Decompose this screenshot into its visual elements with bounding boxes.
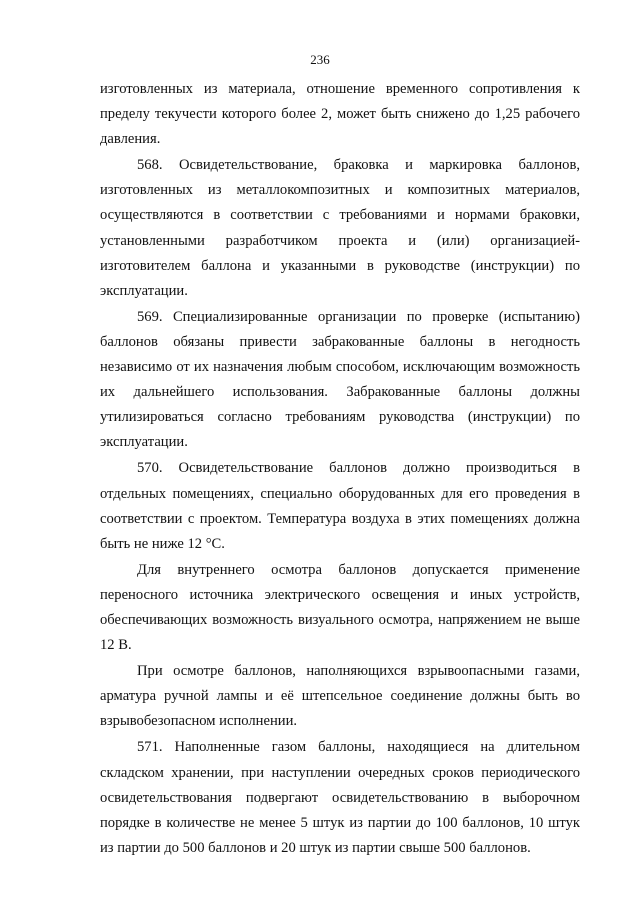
paragraph-570-explosive: При осмотре баллонов, наполняющихся взрывоопасными газами, арматура ручной лампы и её штепсельное соединение должны быть во взрывобезопасном исполнении. <box>100 663 580 730</box>
document-body <box>100 77 580 861</box>
page-number: 236 <box>310 52 330 67</box>
paragraph-570: 570. Освидетельствование баллонов должно производиться в отдельных помещениях, специально оборудованных для его проведения в соответствии с проектом. Температура воздуха в этих помещениях должна быть не ниже 12 °С. <box>100 460 580 552</box>
paragraph-571: 571. Наполненные газом баллоны, находящиеся на длительном складском хранении, при наступлении очередных сроков периодического освидетельствования подвергают освидетельствованию в выборочном порядке в количестве не менее 5 штук из партии до 100 баллонов, 10 штук из партии до 500 баллонов и 20 штук из партии свыше 500 баллонов. <box>100 739 580 856</box>
paragraph-569: 569. Специализированные организации по проверке (испытанию) баллонов обязаны привести забракованные баллоны в негодность независимо от их назначения любым способом, исключающим возможность их дальнейшего использования. Забракованные баллоны должны утилизироваться согласно требованиям руководства (инструкции) по эксплуатации. <box>100 308 580 451</box>
paragraph-570-lighting: Для внутреннего осмотра баллонов допускается применение переносного источника электрического освещения и иных устройств, обеспечивающих возможность визуального осмотра, напряжением не выше 12 В. <box>100 561 580 654</box>
paragraph-continuation: изготовленных из материала, отношение временного сопротивления к пределу текучести которого более 2, может быть снижено до 1,25 рабочего давления. <box>100 81 580 148</box>
paragraph-568: 568. Освидетельствование, браковка и маркировка баллонов, изготовленных из металлокомпозитных и композитных материалов, осуществляются в соответствии с требованиями и нормами браковки, установленными разработчиком проекта и (или) организацией-изготовителем баллона и указанными в руководстве (инструкции) по эксплуатации. <box>100 157 580 299</box>
